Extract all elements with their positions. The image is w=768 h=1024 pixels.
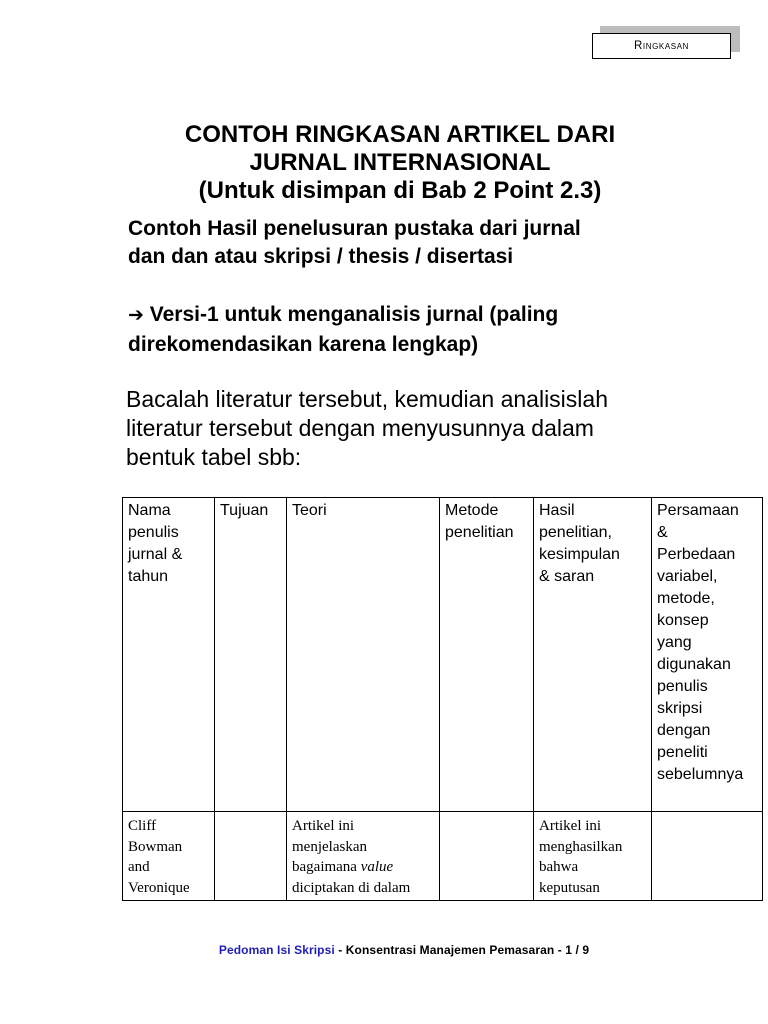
header-text-line: Perbedaan [657,546,736,563]
header-cell-method [440,498,534,812]
cell-text-line: Artikel ini [539,818,602,834]
row-cell-goal [215,812,287,901]
header-cell-comparison [652,498,763,812]
cell-text-line: Veronique [128,879,190,896]
theory-line-3 [292,857,434,878]
instruction-line-3: bentuk tabel sbb: [126,444,302,470]
header-cell-result [534,498,652,812]
header-text-line: variabel, [657,568,718,585]
right-arrow-icon: ➔ [128,304,144,326]
title-line-3: (Untuk disimpan di Bab 2 Point 2.3) [198,177,602,204]
theory-line-2: menjelaskan [292,838,367,855]
versi-heading [128,300,748,359]
header-text-line: Hasil [539,502,575,519]
table-header-row [123,498,763,812]
cell-text-line: and [128,859,150,875]
header-cell-theory [287,498,440,812]
cell-text-line: menghasilkan [539,838,623,855]
instruction-line-2: literatur tersebut dengan menyusunnya dalam [126,415,594,441]
footer-guide-title: Pedoman Isi Skripsi [218,943,335,957]
header-text-line: konsep [657,612,709,629]
header-tag: Ringkasan [592,33,731,59]
row-cell-result [534,812,652,901]
header-text-line: penelitian, [539,524,612,541]
cell-text-line: Cliff [128,818,157,834]
footer-page-info: - Konsentrasi Manajemen Pemasaran - 1 / 9 [334,943,590,957]
theory-line-1: Artikel ini [292,818,355,834]
versi-line-2: direkomendasikan karena lengkap) [128,333,479,356]
subtitle-line-2: dan dan atau skripsi / thesis / disertasi [128,245,514,268]
subtitle-line-1: Contoh Hasil penelusuran pustaka dari jurnal [128,217,581,240]
header-text-line: Tujuan [220,502,269,519]
header-text-line: sebelumnya [657,766,744,783]
header-text-line: penulis [128,524,179,541]
header-text-line: Nama [128,502,171,519]
table-row [123,812,763,901]
row-cell-method [440,812,534,901]
header-text-line: dengan [657,722,711,739]
header-text-line: & [657,524,668,541]
cell-text-line: bahwa [539,859,579,875]
header-text-line: metode, [657,590,715,607]
row-cell-author [123,812,215,901]
subtitle [128,215,748,271]
header-text-line: yang [657,634,692,651]
theory-italic-value: value [360,859,394,875]
header-text-line: tahun [128,568,169,585]
header-text-line: Teori [292,502,327,519]
row-cell-comparison [652,812,763,901]
header-text-line: digunakan [657,656,731,673]
header-text-line: jurnal & [128,546,183,563]
instruction-line-1: Bacalah literatur tersebut, kemudian analisislah [126,386,608,412]
header-text-line: kesimpulan [539,546,620,563]
header-cell-author [123,498,215,812]
header-text-line: peneliti [657,744,708,761]
page-title [120,121,680,205]
theory-line-3-text: bagaimana [292,859,361,875]
summary-table [122,497,763,901]
header-text-line: Metode [445,502,499,519]
title-line-2: JURNAL INTERNASIONAL [249,149,551,176]
header-text-line: Persamaan [657,502,739,519]
versi-line-1: Versi-1 untuk menganalisis jurnal (paling [149,303,559,326]
cell-text-line: Bowman [128,838,183,855]
header-text-line: skripsi [657,700,703,717]
page-footer [0,943,768,957]
theory-line-4: diciptakan di dalam [292,879,411,896]
instruction-paragraph [126,385,746,472]
row-cell-theory [287,812,440,901]
title-line-1: CONTOH RINGKASAN ARTIKEL DARI [184,121,616,148]
header-text-line: penulis [657,678,708,695]
header-cell-goal [215,498,287,812]
header-text-line: penelitian [445,524,514,541]
header-text-line: & saran [539,568,595,585]
cell-text-line: keputusan [539,879,600,896]
